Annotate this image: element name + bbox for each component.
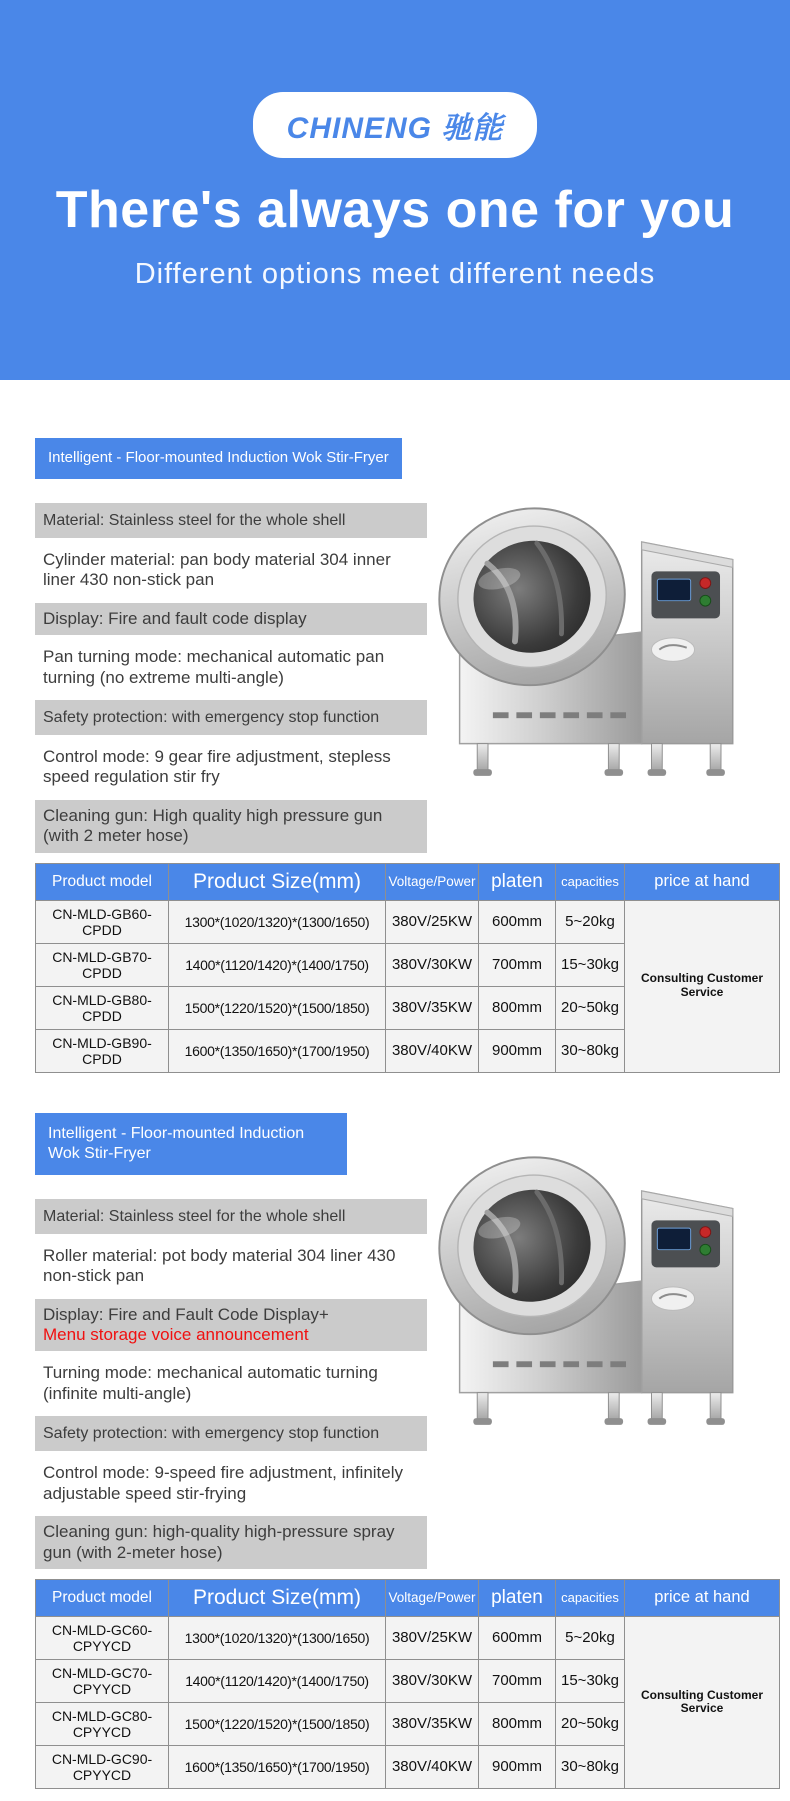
cell-platen: 800mm [479,1702,556,1745]
col-header-platen: platen [479,863,556,900]
cell-power: 380V/25KW [386,900,479,943]
cell-size: 1500*(1220/1520)*(1500/1850) [169,986,386,1029]
feature-item: Cleaning gun: high-quality high-pressure spray gun (with 2-meter hose) [35,1516,427,1569]
brand-name-cn: 驰能 [441,112,504,145]
spec-table [35,1579,780,1789]
cell-power: 380V/35KW [386,1702,479,1745]
cell-capacity: 15~30kg [556,1659,625,1702]
cell-size: 1300*(1020/1320)*(1300/1650) [169,900,386,943]
table-row [36,900,780,943]
feature-item-text: Display: Fire and Fault Code Display+ [43,1304,329,1324]
col-header-product-model: Product model [36,863,169,900]
cell-platen: 900mm [479,1745,556,1788]
spec-table-header-row [36,1579,780,1616]
product-image [395,1129,767,1435]
cell-platen: 800mm [479,986,556,1029]
cell-capacity: 15~30kg [556,943,625,986]
wok-machine-illustration [395,1129,767,1435]
col-header-product-size: Product Size(mm) [169,1579,386,1616]
brand-name-en: CHINENG [286,112,432,145]
feature-item: Pan turning mode: mechanical automatic pan turning (no extreme multi-angle) [43,647,385,687]
brand-logo-text [287,112,504,145]
cell-model: CN-MLD-GB90-CPDD [36,1029,169,1072]
feature-list [35,1199,427,1569]
section-title: Intelligent - Floor-mounted Induction Wok Stir-Fryer [35,1113,347,1175]
brand-logo [253,92,538,158]
col-header-voltage-power: Voltage/Power [386,1579,479,1616]
cell-platen: 700mm [479,943,556,986]
product-section-gc [35,1113,763,1789]
cell-size: 1400*(1120/1420)*(1400/1750) [169,1659,386,1702]
cell-size: 1300*(1020/1320)*(1300/1650) [169,1616,386,1659]
cell-capacity: 30~80kg [556,1029,625,1072]
cell-model: CN-MLD-GC80-CPYYCD [36,1702,169,1745]
feature-item: Roller material: pot body material 304 liner 430 non-stick pan [43,1245,396,1286]
cell-capacity: 20~50kg [556,1702,625,1745]
spec-table [35,863,780,1073]
cell-capacity: 20~50kg [556,986,625,1029]
col-header-product-model: Product model [36,1579,169,1616]
cell-model: CN-MLD-GB80-CPDD [36,986,169,1029]
cell-model: CN-MLD-GC70-CPYYCD [36,1659,169,1702]
feature-item [35,1299,427,1352]
cell-size: 1600*(1350/1650)*(1700/1950) [169,1029,386,1072]
cell-power: 380V/30KW [386,1659,479,1702]
consult-customer-service-link[interactable]: Consulting Customer Service [625,1616,780,1788]
table-row [36,1616,780,1659]
cell-power: 380V/40KW [386,1745,479,1788]
cell-size: 1600*(1350/1650)*(1700/1950) [169,1745,386,1788]
feature-item: Cylinder material: pan body material 304 inner liner 430 non-stick pan [43,549,391,590]
hero-title: There's always one for you [55,181,735,239]
col-header-product-size: Product Size(mm) [169,863,386,900]
feature-item: Safety protection: with emergency stop function [35,700,427,735]
wok-machine-illustration [395,480,767,786]
cell-size: 1400*(1120/1420)*(1400/1750) [169,943,386,986]
col-header-capacities: capacities [556,1579,625,1616]
cell-size: 1500*(1220/1520)*(1500/1850) [169,1702,386,1745]
col-header-price: price at hand [625,863,780,900]
feature-item: Safety protection: with emergency stop function [35,1416,427,1451]
feature-list [35,503,427,853]
feature-item: Control mode: 9-speed fire adjustment, infinitely adjustable speed stir-frying [43,1463,404,1503]
cell-power: 380V/40KW [386,1029,479,1072]
feature-item: Material: Stainless steel for the whole shell [35,1199,427,1234]
hero-banner [0,0,790,380]
feature-item: Control mode: 9 gear fire adjustment, stepless speed regulation stir fry [43,747,391,787]
feature-item: Display: Fire and fault code display [35,603,427,635]
cell-platen: 900mm [479,1029,556,1072]
cell-platen: 700mm [479,1659,556,1702]
product-section-gb [35,438,763,1073]
cell-capacity: 5~20kg [556,900,625,943]
cell-model: CN-MLD-GB70-CPDD [36,943,169,986]
consult-customer-service-link[interactable]: Consulting Customer Service [625,900,780,1072]
cell-platen: 600mm [479,1616,556,1659]
cell-capacity: 5~20kg [556,1616,625,1659]
cell-platen: 600mm [479,900,556,943]
cell-power: 380V/35KW [386,986,479,1029]
spec-table-header-row [36,863,780,900]
feature-item: Material: Stainless steel for the whole shell [35,503,427,538]
section-title: Intelligent - Floor-mounted Induction Wok Stir-Fryer [35,438,402,479]
cell-model: CN-MLD-GB60-CPDD [36,900,169,943]
col-header-price: price at hand [625,1579,780,1616]
cell-model: CN-MLD-GC90-CPYYCD [36,1745,169,1788]
feature-item-highlight: Menu storage voice announcement [43,1325,309,1344]
col-header-voltage-power: Voltage/Power [386,863,479,900]
hero-subtitle: Different options meet different needs [134,258,656,290]
feature-item: Cleaning gun: High quality high pressure gun (with 2 meter hose) [35,800,427,853]
cell-model: CN-MLD-GC60-CPYYCD [36,1616,169,1659]
cell-power: 380V/25KW [386,1616,479,1659]
cell-power: 380V/30KW [386,943,479,986]
product-image [395,480,767,786]
col-header-capacities: capacities [556,863,625,900]
cell-capacity: 30~80kg [556,1745,625,1788]
col-header-platen: platen [479,1579,556,1616]
feature-item: Turning mode: mechanical automatic turning (infinite multi-angle) [43,1363,378,1403]
